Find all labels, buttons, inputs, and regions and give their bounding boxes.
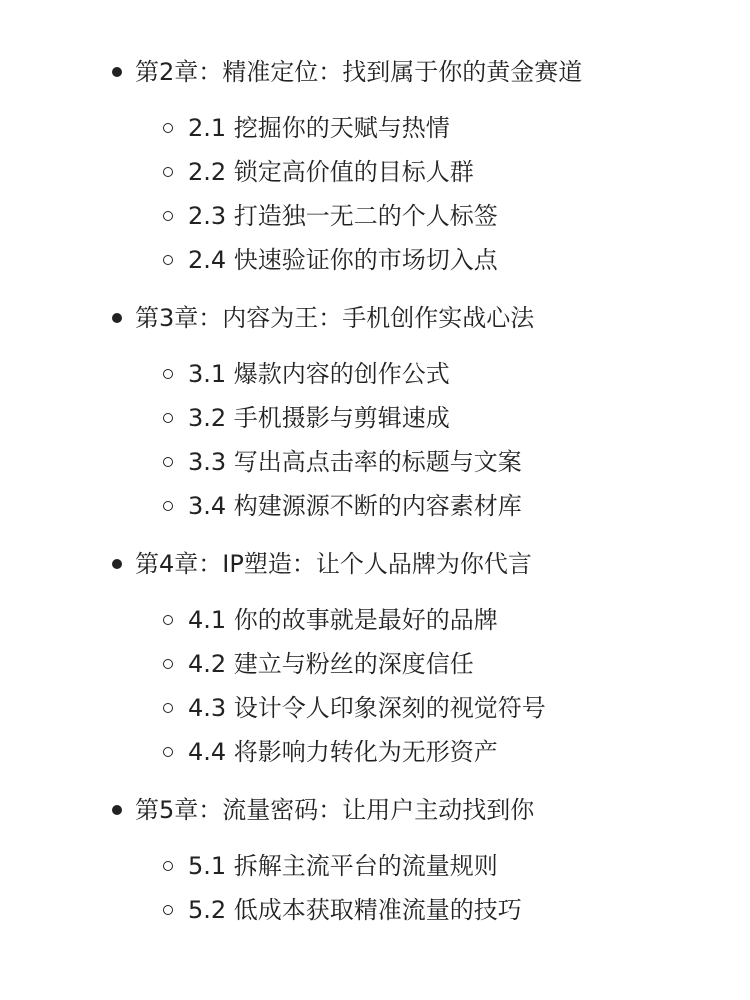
section-item: 3.1 爆款内容的创作公式 bbox=[188, 360, 450, 388]
bullet-circle-icon bbox=[163, 211, 173, 221]
chapter-title: 第3章：内容为王：手机创作实战心法 bbox=[135, 304, 535, 332]
bullet-dot-icon bbox=[112, 559, 122, 569]
bullet-circle-icon bbox=[163, 369, 173, 379]
bullet-circle-icon bbox=[163, 861, 173, 871]
chapter-title: 第5章：流量密码：让用户主动找到你 bbox=[135, 796, 535, 824]
bullet-circle-icon bbox=[163, 413, 173, 423]
bullet-dot-icon bbox=[112, 313, 122, 323]
section-item: 4.4 将影响力转化为无形资产 bbox=[188, 738, 498, 766]
bullet-dot-icon bbox=[112, 805, 122, 815]
section-item: 3.3 写出高点击率的标题与文案 bbox=[188, 448, 522, 476]
bullet-circle-icon bbox=[163, 659, 173, 669]
section-item: 3.4 构建源源不断的内容素材库 bbox=[188, 492, 522, 520]
bullet-dot-icon bbox=[112, 67, 122, 77]
bullet-circle-icon bbox=[163, 501, 173, 511]
bullet-circle-icon bbox=[163, 457, 173, 467]
bullet-circle-icon bbox=[163, 905, 173, 915]
section-item: 4.2 建立与粉丝的深度信任 bbox=[188, 650, 474, 678]
bullet-circle-icon bbox=[163, 703, 173, 713]
bullet-circle-icon bbox=[163, 167, 173, 177]
bullet-circle-icon bbox=[163, 747, 173, 757]
bullet-circle-icon bbox=[163, 123, 173, 133]
section-item: 2.3 打造独一无二的个人标签 bbox=[188, 202, 498, 230]
section-item: 5.2 低成本获取精准流量的技巧 bbox=[188, 896, 522, 924]
section-item: 2.4 快速验证你的市场切入点 bbox=[188, 246, 498, 274]
section-item: 5.1 拆解主流平台的流量规则 bbox=[188, 852, 498, 880]
bullet-circle-icon bbox=[163, 255, 173, 265]
chapter-title: 第2章：精准定位：找到属于你的黄金赛道 bbox=[135, 58, 583, 86]
section-item: 2.2 锁定高价值的目标人群 bbox=[188, 158, 474, 186]
section-item: 3.2 手机摄影与剪辑速成 bbox=[188, 404, 450, 432]
section-item: 2.1 挖掘你的天赋与热情 bbox=[188, 114, 450, 142]
section-item: 4.3 设计令人印象深刻的视觉符号 bbox=[188, 694, 546, 722]
section-item: 4.1 你的故事就是最好的品牌 bbox=[188, 606, 498, 634]
chapter-title: 第4章：IP塑造：让个人品牌为你代言 bbox=[135, 550, 532, 578]
bullet-circle-icon bbox=[163, 615, 173, 625]
